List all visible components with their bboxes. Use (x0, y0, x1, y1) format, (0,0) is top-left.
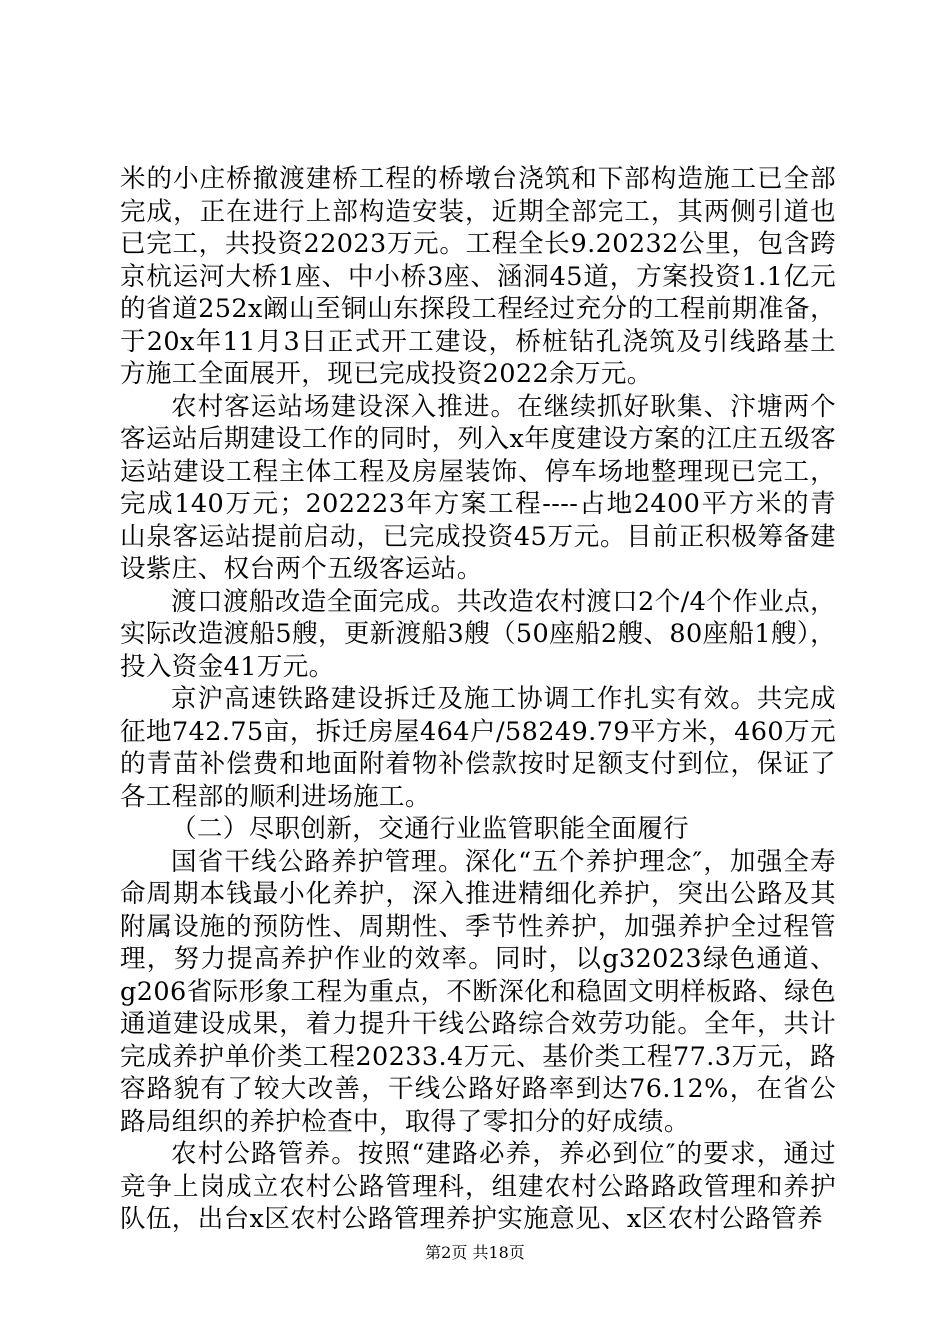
paragraph-rural-bus-stations: 农村客运站场建设深入推进。在继续抓好耿集、汴塘两个客运站后期建设工作的同时，列入x年度建设方案的江庄五级客运站建设工程主体工程及房屋装饰、停车场地整理现已完工，完成140万元；202223年方案工程----占地2400平方米的青山泉客运站提前启动，已完成投资45万元。目前正积极筹备建设紫庄、权台两个五级客运站。 (120, 391, 836, 584)
document-body (120, 163, 836, 1236)
page-footer: 第2页 共18页 (425, 1243, 525, 1262)
paragraph-rural-road-maintenance: 农村公路管养。按照“建路必养，养必到位″的要求，通过竞争上岗成立农村公路管理科，组建农村公路路政管理和养护队伍，出台x区农村公路管理养护实施意见、x区农村公路管养 (120, 1139, 836, 1234)
paragraph-ferry-renovation: 渡口渡船改造全面完成。共改造农村渡口2个/4个作业点，实际改造渡船5艘，更新渡船3艘（50座船2艘、80座船1艘），投入资金41万元。 (120, 586, 836, 682)
paragraph-high-speed-rail: 京沪高速铁路建设拆迁及施工协调工作扎实有效。共完成征地742.75亩，拆迁房屋464户/58249.79平方米，460万元的青苗补偿费和地面附着物补偿款按时足额支付到位，保证了各工程部的顺利进场施工。 (120, 684, 836, 812)
paragraph-highway-maintenance: 国省干线公路养护管理。深化“五个养护理念″，加强全寿命周期本钱最小化养护，深入推进精细化养护，突出公路及其附属设施的预防性、周期性、季节性养护，加强养护全过程管理，努力提高养护作业的效率。同时，以g32023绿色通道、g206省际形象工程为重点，不断深化和稳固文明样板路、绿色通道建设成果，着力提升干线公路综合效劳功能。全年，共计完成养护单价类工程20233.4万元、基价类工程77.3万元，路容路貌有了较大改善，干线公路好路率到达76.12%，在省公路局组织的养护检查中，取得了零扣分的好成绩。 (120, 846, 836, 1137)
paragraph-bridge-projects: 米的小庄桥撤渡建桥工程的桥墩台浇筑和下部构造施工已全部完成，正在进行上部构造安装，近期全部完工，其两侧引道也已完工，共投资22023万元。工程全长9.20232公里，包含跨京杭运河大桥1座、中小桥3座、涵洞45道，方案投资1.1亿元的省道252x阚山至铜山东探段工程经过充分的工程前期准备，于20x年11月3日正式开工建设，桥桩钻孔浇筑及引线路基土方施工全面展开，现已完成投资2022余万元。 (120, 164, 836, 389)
section-heading: （二）尽职创新，交通行业监管职能全面履行 (171, 814, 690, 844)
